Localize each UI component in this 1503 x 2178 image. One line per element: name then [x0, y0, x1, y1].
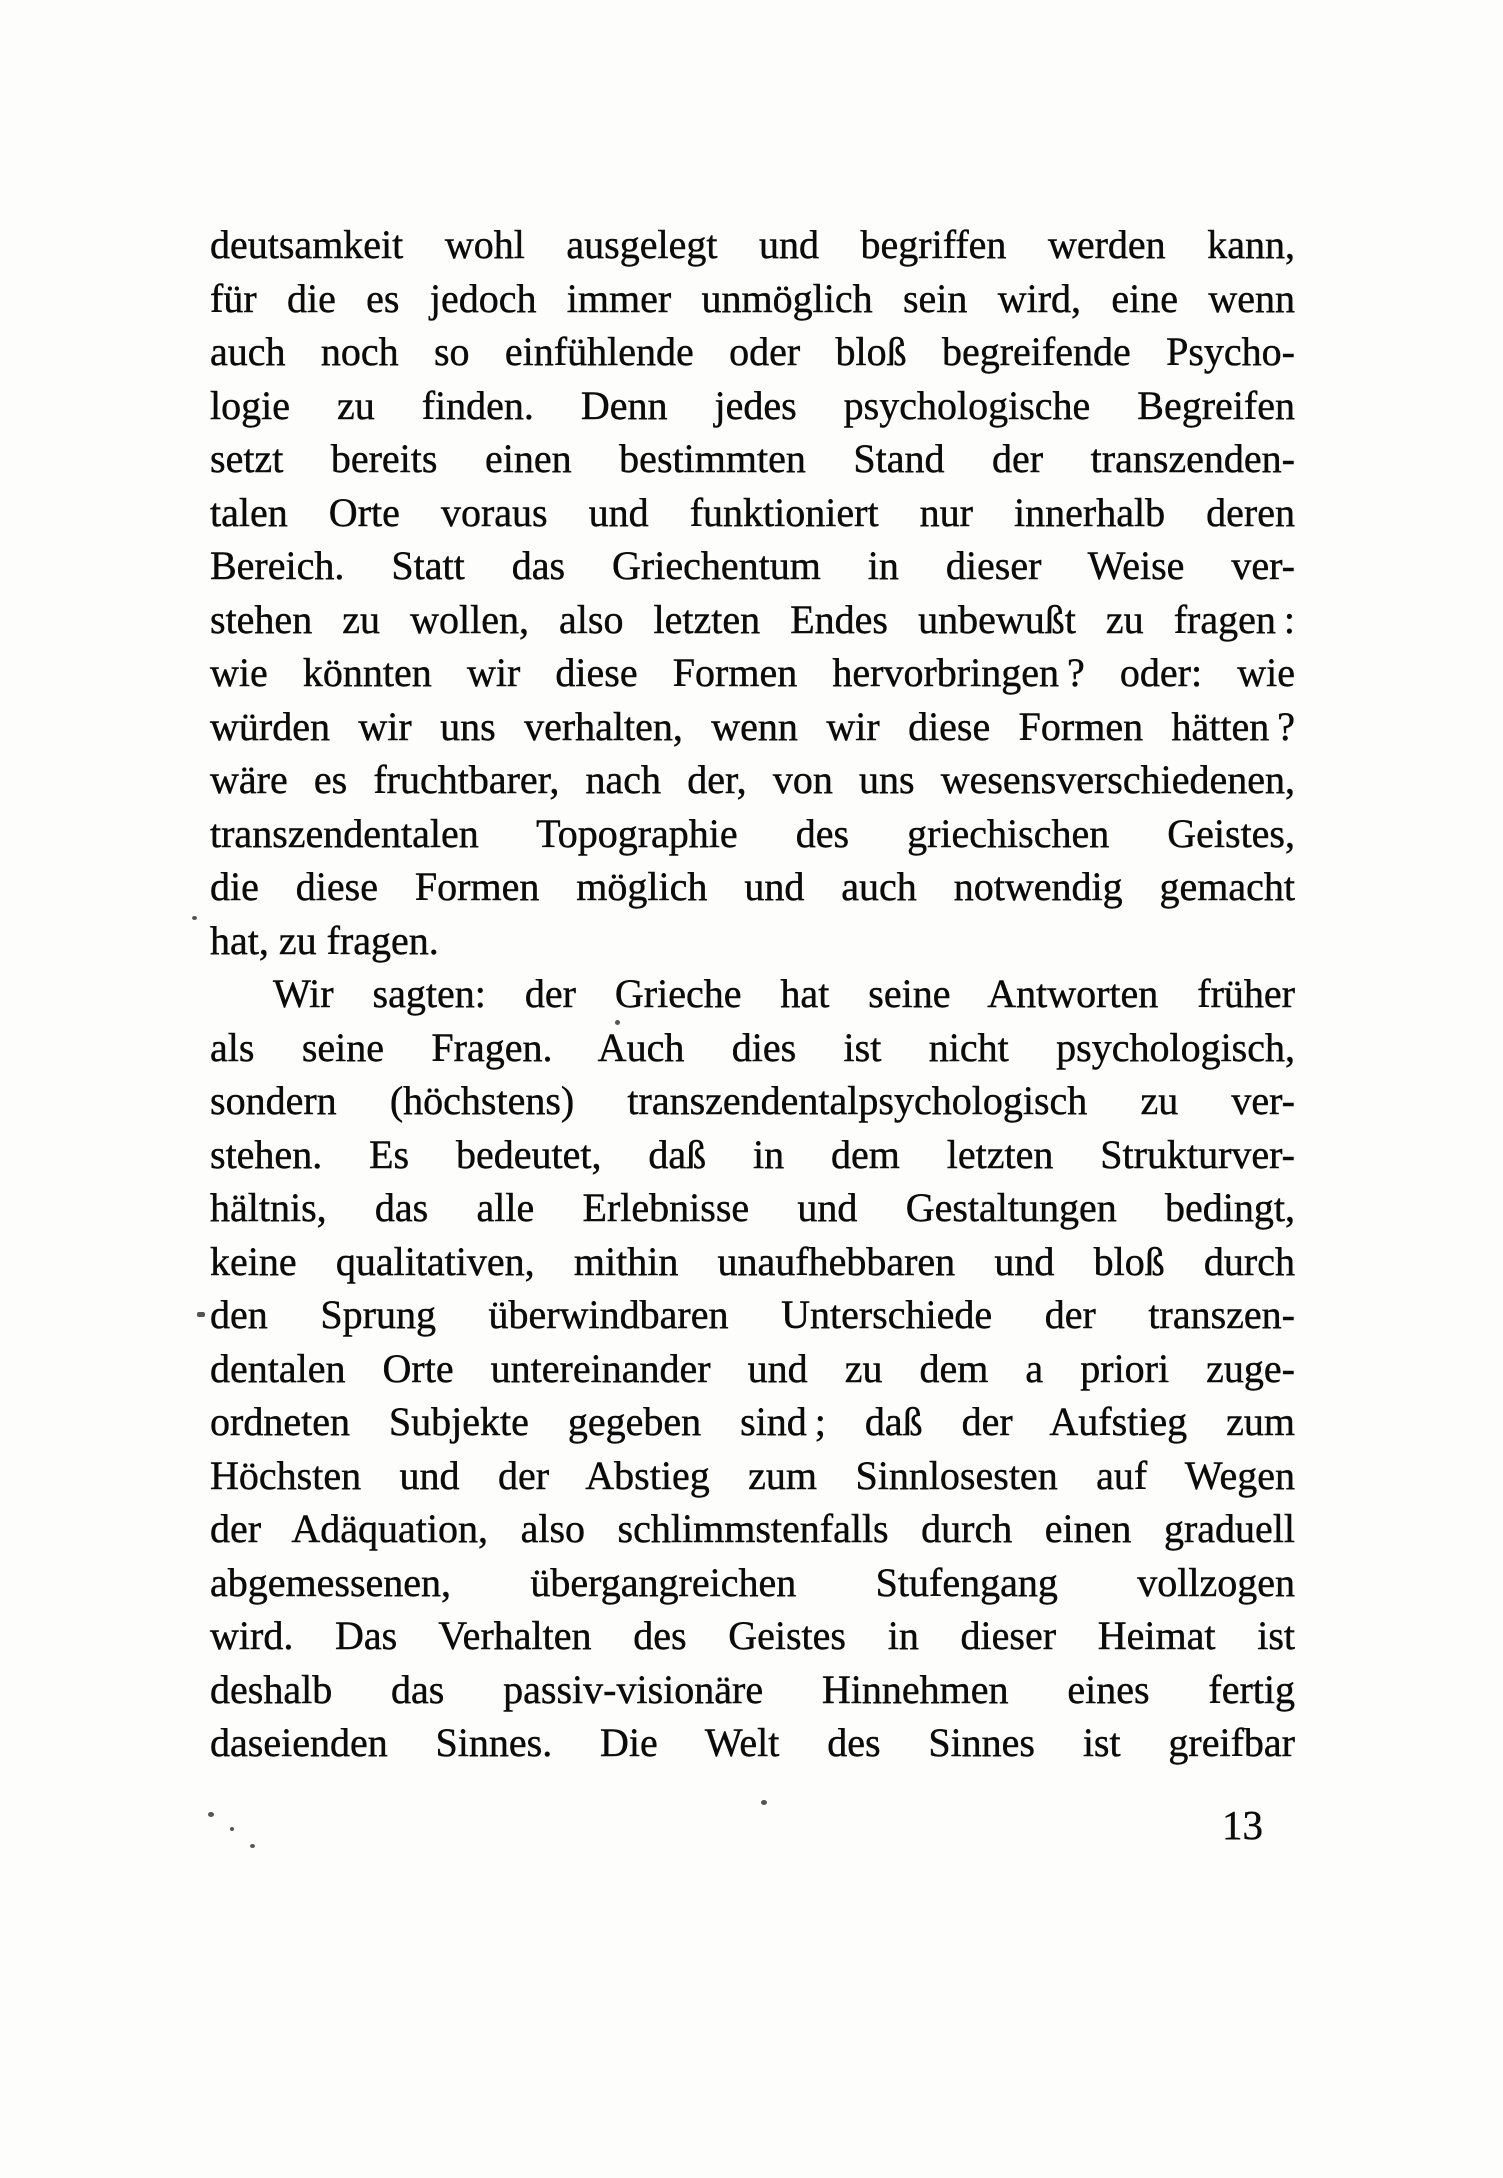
text-line: Bereich. Statt das Griechentum in dieser Weise ver-	[210, 543, 1295, 588]
scan-speck	[250, 1844, 255, 1848]
text-line: talen Orte voraus und funktioniert nur innerhalb deren	[210, 489, 1295, 535]
scan-speck	[230, 1827, 234, 1831]
scan-speck	[197, 1312, 205, 1317]
text-line: als seine Fragen. Auch dies ist nicht psychologisch,	[210, 1024, 1295, 1070]
text-line: dentalen Orte untereinander und zu dem a priori zuge-	[210, 1345, 1295, 1391]
text-line: hat, zu fragen.	[210, 917, 439, 963]
scan-speck	[761, 1800, 767, 1805]
text-line: Wir sagten: der Grieche hat seine Antworten früher	[273, 971, 1295, 1016]
text-line: deutsamkeit wohl ausgelegt und begriffen werden kann,	[210, 222, 1295, 267]
paragraph-2	[210, 967, 1295, 1770]
text-line: ordneten Subjekte gegeben sind ; daß der Aufstieg zum	[210, 1399, 1295, 1444]
text-line: den Sprung überwindbaren Unterschiede der transzen-	[210, 1292, 1295, 1337]
text-line: wäre es fruchtbarer, nach der, von uns wesensverschiedenen,	[210, 757, 1295, 802]
text-line: abgemessenen, übergangreichen Stufengang vollzogen	[210, 1559, 1295, 1605]
text-line: stehen. Es bedeutet, daß in dem letzten Strukturver-	[210, 1131, 1295, 1177]
text-line: hältnis, das alle Erlebnisse und Gestaltungen bedingt,	[210, 1185, 1295, 1230]
text-line: sondern (höchstens) transzendentalpsychologisch zu ver-	[210, 1078, 1295, 1123]
scan-speck	[192, 916, 197, 920]
text-line: transzendentalen Topographie des griechischen Geistes,	[210, 810, 1295, 856]
text-line: würden wir uns verhalten, wenn wir diese Formen hätten ?	[210, 703, 1295, 749]
body-text	[210, 218, 1295, 1770]
paragraph-1	[210, 218, 1295, 967]
text-line: daseienden Sinnes. Die Welt des Sinnes ist greifbar	[210, 1720, 1295, 1765]
text-line: logie zu finden. Denn jedes psychologische Begreifen	[210, 382, 1295, 428]
text-line: keine qualitativen, mithin unaufhebbaren und bloß durch	[210, 1238, 1295, 1284]
text-line: setzt bereits einen bestimmten Stand der transzenden-	[210, 436, 1295, 481]
scan-speck	[615, 1020, 620, 1025]
scan-speck	[208, 1812, 214, 1817]
text-line: für die es jedoch immer unmöglich sein wird, eine wenn	[210, 275, 1295, 321]
page-number: 13	[1222, 1802, 1263, 1848]
text-line: stehen zu wollen, also letzten Endes unbewußt zu fragen :	[210, 596, 1295, 642]
text-line: der Adäquation, also schlimmstenfalls durch einen graduell	[210, 1506, 1295, 1551]
text-line: wird. Das Verhalten des Geistes in dieser Heimat ist	[210, 1613, 1295, 1658]
text-line: deshalb das passiv-visionäre Hinnehmen eines fertig	[210, 1666, 1295, 1712]
text-line: Höchsten und der Abstieg zum Sinnlosesten auf Wegen	[210, 1452, 1295, 1498]
text-line: die diese Formen möglich und auch notwendig gemacht	[210, 864, 1295, 909]
text-line: auch noch so einfühlende oder bloß begreifende Psycho-	[210, 329, 1295, 374]
text-line: wie könnten wir diese Formen hervorbringen ? oder: wie	[210, 650, 1295, 695]
